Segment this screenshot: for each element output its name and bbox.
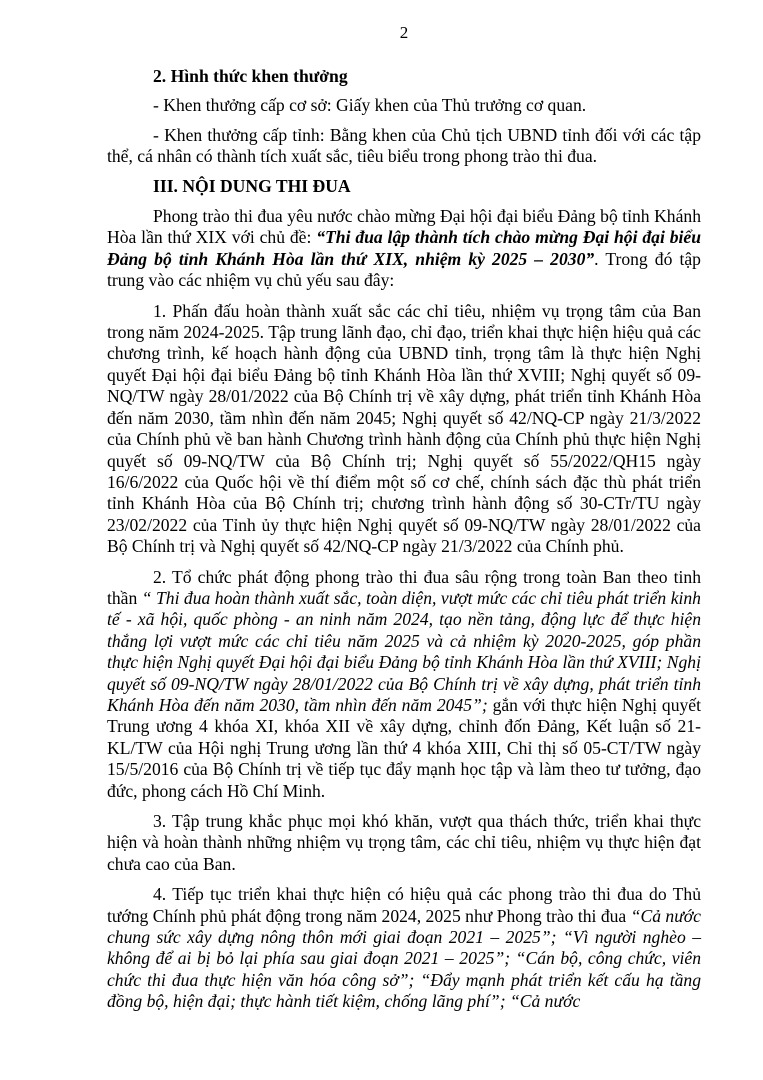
paragraph-item-4 [107,884,701,1012]
paragraph-reward-base-level: - Khen thưởng cấp cơ sở: Giấy khen của Thủ trưởng cơ quan. [153,95,587,116]
item-2-text-end: gắn với thực hiện Nghị quyết Trung ương 4 khóa XI, khóa XII về xây dựng, chỉnh đốn Đảng, Kết luận số 21-KL/TW của Hội nghị Trung ương lần thứ 4 khóa XIII, Chỉ thị số 05-CT/TW ngày 15/5/2016 của Bộ Chính trị về tiếp tục đẩy mạnh học tập và làm theo tư tưởng, đạo đức, phong cách Hồ Chí Minh. [107,694,701,801]
paragraph-item-3: 3. Tập trung khắc phục mọi khó khăn, vượt qua thách thức, triển khai thực hiện và hoàn thành những nhiệm vụ trọng tâm, các chỉ tiêu, nhiệm vụ thực hiện đạt chưa cao của Ban. [107,811,701,874]
section-heading-reward-forms: 2. Hình thức khen thưởng [153,66,348,86]
paragraph-item-1: 1. Phấn đấu hoàn thành xuất sắc các chỉ tiêu, nhiệm vụ trọng tâm của Ban trong năm 2024-2025. Tập trung lãnh đạo, chỉ đạo, triển khai thực hiện hiệu quả các chương trình, kế hoạch hành động của UBND tỉnh, trọng tâm là thực hiện Nghị quyết Đại hội đại biểu Đảng bộ tỉnh Khánh Hòa lần thứ XVIII; Nghị quyết số 09-NQ/TW ngày 28/01/2022 của Bộ Chính trị về xây dựng, phát triển tỉnh Khánh Hòa đến năm 2030, tầm nhìn đến năm 2045; Nghị quyết số 42/NQ-CP ngày 21/3/2022 của Chính phủ về ban hành Chương trình hành động của Chính phủ thực hiện Nghị quyết số 09-NQ/TW của Bộ Chính trị; Nghị quyết số 55/2022/QH15 ngày 16/6/2022 của Quốc hội về thí điểm một số cơ chế, chính sách đặc thù phát triển tỉnh Khánh Hòa của Bộ Chính trị; chương trình hành động số 30-CTr/TU ngày 23/02/2022 của Tỉnh ủy thực hiện Nghị quyết số 09-NQ/TW ngày 28/01/2022 của Bộ Chính trị và Nghị quyết số 42/NQ-CP ngày 21/3/2022 của Chính phủ. [107,300,701,557]
item-4-quote: “Cả nước chung sức xây dựng nông thôn mới giai đoạn 2021 – 2025”; “Vì người nghèo – không để ai bị bỏ lại phía sau giai đoạn 2021 – 2025”; “Cán bộ, công chức, viên chức thi đua thực hiện văn hóa công sở”; “Đẩy mạnh phát triển kết cấu hạ tầng đồng bộ, hiện đại; thực hành tiết kiệm, chống lãng phí”; “Cả nước [107,905,701,1012]
paragraph-intro [107,206,701,292]
section-heading-content: III. NỘI DUNG THI ĐUA [153,175,351,196]
intro-text: Phong trào thi đua yêu nước chào mừng Đại hội đại biểu Đảng bộ tỉnh Khánh Hòa lần thứ XIX với chủ đề: [107,206,701,248]
page-number: 2 [399,23,409,42]
item-2-quote: “ Thi đua hoàn thành xuất sắc, toàn diện, vượt mức các chỉ tiêu phát triển kinh tế - xã hội, quốc phòng - an ninh năm 2024, tạo nền tảng, động lực để thực hiện thắng lợi vượt mức các chỉ tiêu năm 2025 và cả nhiệm kỳ 2020-2025, góp phần thực hiện Nghị quyết Đại hội đại biểu Đảng bộ tỉnh Khánh Hòa lần thứ XVIII; Nghị quyết số 09-NQ/TW ngày 28/01/2022 của Bộ Chính trị về xây dựng, phát triển tỉnh Khánh Hòa đến năm 2030, tầm nhìn đến năm 2045”; [107,587,701,715]
item-4-text: 4. Tiếp tục triển khai thực hiện có hiệu quả các phong trào thi đua do Thủ tướng Chính phủ phát động trong năm 2024, 2025 như Phong trào thi đua [107,884,701,926]
paragraph-item-2 [107,567,701,802]
intro-text-end: . Trong đó tập trung vào các nhiệm vụ chủ yếu sau đây: [107,248,701,291]
document-body [107,66,701,1013]
item-2-text: 2. Tổ chức phát động phong trào thi đua sâu rộng trong toàn Ban theo tinh thần [107,566,701,608]
paragraph-reward-province-level: - Khen thưởng cấp tỉnh: Bằng khen của Chủ tịch UBND tỉnh đối với các tập thể, cá nhân có thành tích xuất sắc, tiêu biểu trong phong trào thi đua. [107,124,701,167]
intro-theme: “Thi đua lập thành tích chào mừng Đại hội đại biểu Đảng bộ tỉnh Khánh Hòa lần thứ XIX, nhiệm kỳ 2025 – 2030” [107,227,701,269]
